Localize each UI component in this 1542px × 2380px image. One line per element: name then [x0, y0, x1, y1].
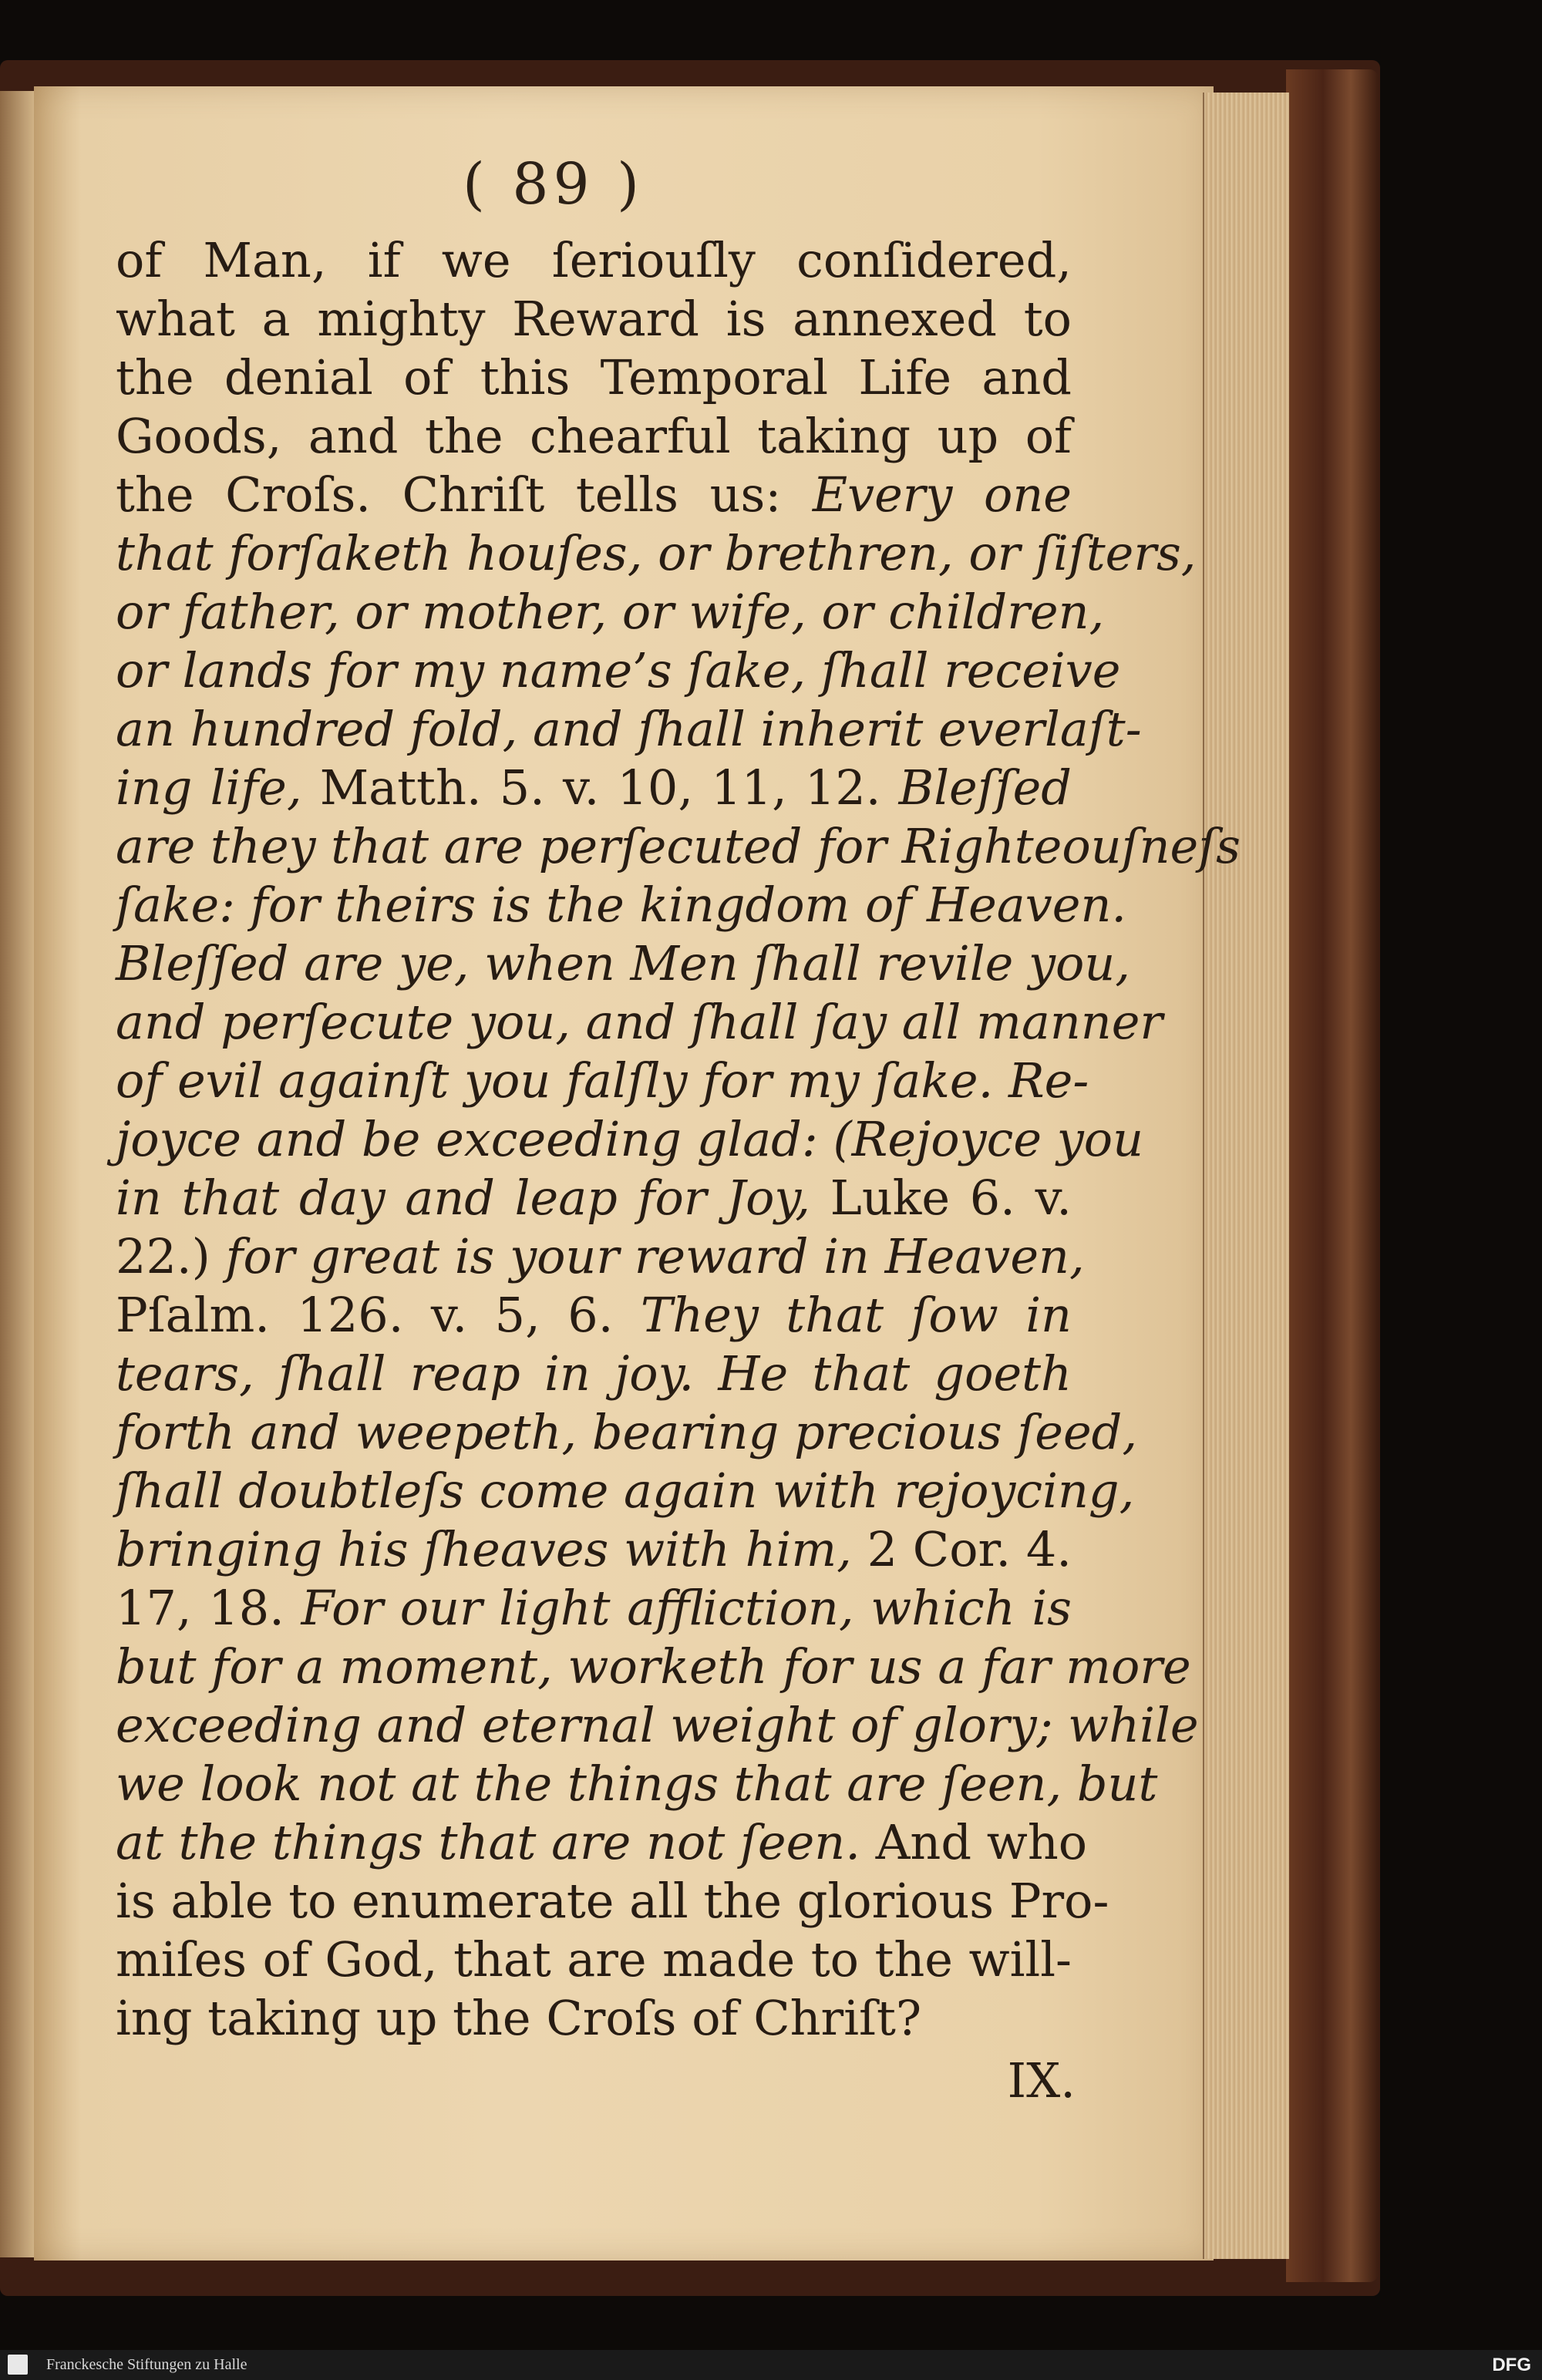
roman-text: of Man, if we ſeriouſly conſidered,	[116, 232, 1072, 288]
italic-text: For our light affliction, which is	[301, 1580, 1072, 1636]
text-line	[116, 1052, 1089, 1110]
italic-text: or lands for my name’s ſake, ſhall receive	[116, 642, 1121, 699]
text-line	[116, 993, 1163, 1052]
italic-text: ſake: for theirs is the kingdom of Heaven.	[116, 877, 1127, 933]
text-line	[116, 1520, 1072, 1579]
book-spine-cover	[1286, 69, 1379, 2282]
text-line	[116, 1872, 1109, 1931]
roman-text: what a mighty Reward is annexed to	[116, 291, 1072, 347]
roman-text: the denial of this Temporal Life and	[116, 349, 1072, 406]
italic-text: for great is your reward in Heaven,	[225, 1228, 1085, 1284]
roman-text: miſes of God, that are made to the will-	[116, 1931, 1072, 1988]
text-line	[116, 290, 1072, 348]
text-line	[116, 1345, 1072, 1403]
catchword: IX.	[1007, 2052, 1076, 2109]
page-number: ( 89 )	[463, 151, 644, 217]
text-line	[116, 641, 1121, 700]
italic-text: exceeding and eternal weight of glory; while	[116, 1697, 1199, 1753]
text-line	[116, 876, 1127, 934]
italic-text: Every one	[812, 466, 1072, 523]
text-line	[116, 1989, 1072, 2048]
text-line	[116, 583, 1105, 641]
text-line	[116, 1403, 1138, 1462]
text-line	[116, 934, 1130, 993]
text-line	[116, 759, 1072, 817]
italic-text: Bleſſed are ye, when Men ſhall revile you,	[116, 935, 1130, 991]
text-line	[116, 1813, 1088, 1872]
italic-text: or father, or mother, or wife, or children,	[116, 584, 1105, 640]
roman-text: Matth. 5. v. 10, 11, 12.	[319, 759, 899, 816]
text-line	[116, 466, 1072, 524]
text-line	[116, 1931, 1072, 1989]
institution-logo	[8, 2355, 28, 2375]
text-line	[116, 1579, 1072, 1638]
roman-text: Goods, and the chearful taking up of	[116, 408, 1072, 464]
text-line	[116, 1755, 1158, 1813]
text-line	[116, 1638, 1191, 1696]
funder-logo: DFG	[1492, 2355, 1531, 2375]
italic-text: forth and weepeth, bearing precious ſeed,	[116, 1404, 1138, 1460]
roman-text: the Croſs. Chriſt tells us:	[116, 466, 813, 523]
roman-text: 22.)	[116, 1228, 226, 1284]
italic-text: at the things that are not ſeen.	[116, 1814, 876, 1870]
text-line	[116, 524, 1197, 583]
text-line	[116, 348, 1072, 407]
page-text	[116, 231, 1241, 2048]
text-line	[116, 1462, 1135, 1520]
roman-text: And who	[875, 1814, 1088, 1870]
previous-page-edge	[0, 91, 37, 2257]
italic-text: an hundred fold, and ſhall inherit everlaſt-	[116, 701, 1142, 757]
italic-text: Bleſſed	[898, 759, 1072, 816]
roman-text: is able to enumerate all the glorious Pro-	[116, 1873, 1109, 1929]
text-line	[116, 1110, 1143, 1169]
footer-bar	[0, 2350, 1542, 2380]
text-line	[116, 407, 1072, 466]
roman-text: ing taking up the Croſs of Chriſt?	[116, 1990, 922, 2046]
text-line	[116, 1227, 1085, 1286]
italic-text: ſhall doubtleſs come again with rejoycing,	[116, 1463, 1135, 1519]
roman-text: 17, 18.	[116, 1580, 301, 1636]
text-line	[116, 1286, 1072, 1345]
italic-text: joyce and be exceeding glad: (Rejoyce you	[116, 1111, 1143, 1167]
text-line	[116, 231, 1072, 290]
text-line	[116, 700, 1142, 759]
italic-text: but for a moment, worketh for us a far more	[116, 1638, 1191, 1695]
italic-text: we look not at the things that are ſeen, but	[116, 1756, 1158, 1812]
text-line	[116, 817, 1241, 876]
italic-text: tears, ſhall reap in joy. He that goeth	[116, 1345, 1072, 1402]
italic-text: bringing his ſheaves with him,	[116, 1521, 867, 1577]
roman-text: Luke 6. v.	[830, 1170, 1072, 1226]
italic-text: ing life,	[116, 759, 320, 816]
italic-text: are they that are perſecuted for Righteouſneſs	[116, 818, 1241, 874]
italic-text: that forſaketh houſes, or brethren, or ſiſters,	[116, 525, 1197, 581]
institution-name: Franckesche Stiftungen zu Halle	[46, 2356, 247, 2373]
text-line	[116, 1169, 1072, 1227]
roman-text: 2 Cor. 4.	[867, 1521, 1072, 1577]
italic-text: and perſecute you, and ſhall ſay all manner	[116, 994, 1163, 1050]
italic-text: They that ſow in	[640, 1287, 1072, 1343]
text-line	[116, 1696, 1199, 1755]
roman-text: Pſalm. 126. v. 5, 6.	[116, 1287, 641, 1343]
italic-text: of evil againſt you falſly for my ſake. Re-	[116, 1052, 1089, 1109]
page-edges	[1203, 93, 1289, 2259]
italic-text: in that day and leap for Joy,	[116, 1170, 830, 1226]
